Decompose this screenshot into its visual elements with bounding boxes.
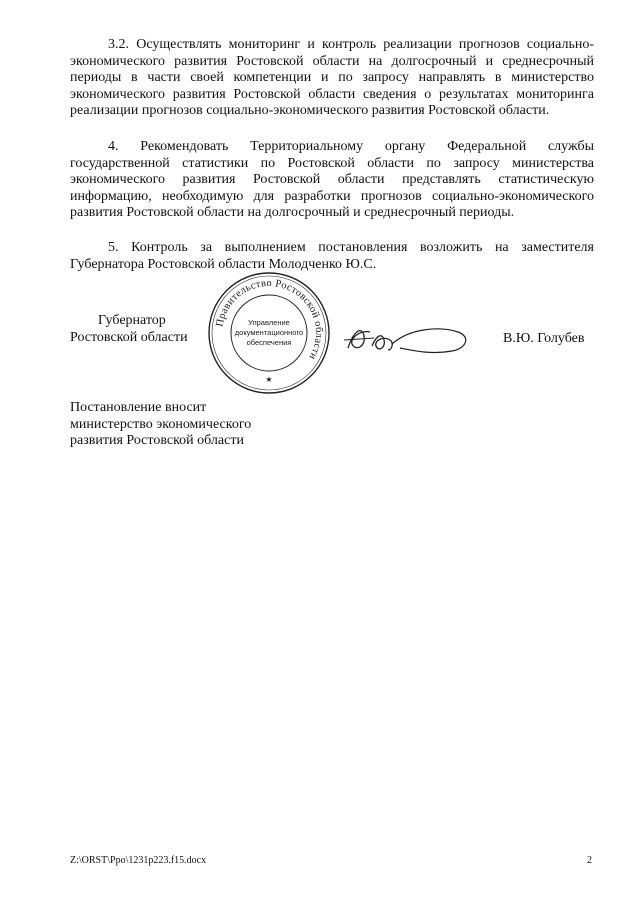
document-file-path: Z:\ORST\Ppo\1231p223.f15.docx [70,855,207,866]
paragraph-4: 4. Рекомендовать Территориальному органу Федеральной службы государственной статистики по Ростовской области по запросу министерства экономического развития Ростовской области представлять статистическую информацию, необходимую для разработки прогнозов социально-экономического развития Ростовской области на долгосрочный и среднесрочный периоды. [70,139,594,221]
page-number: 2 [587,855,592,866]
signatory-title-line2: Ростовской области [70,330,188,345]
submitter-note [70,400,330,450]
handwritten-signature [340,318,475,363]
paragraph-3-2: 3.2. Осуществлять мониторинг и контроль реализации прогнозов социально-экономического развития Ростовской области на долгосрочный и среднесрочный периоды в части своей компетенции и по запросу направлять в министерство экономического развития Ростовской области сведения о результатах мониторинга реализации прогнозов социально-экономического развития Ростовской области. [70,37,594,119]
submitter-note-line3: развития Ростовской области [70,433,244,448]
paragraph-5: 5. Контроль за выполнением постановления возложить на заместителя Губернатора Ростовской области Молодченко Ю.С. [70,240,594,272]
seal-center-line1: Управление [248,318,290,327]
signatory-title-line1: Губернатор [98,313,166,328]
submitter-note-line2: министерство экономического [70,416,252,432]
submitter-note-line1: Постановление вносит [70,400,207,415]
signatory-name: В.Ю. Голубев [503,331,585,346]
seal-ring-text: Правительство Ростовской области [214,277,325,362]
official-seal [206,270,332,396]
seal-center-line3: обеспечения [246,338,292,347]
seal-center-line2: документационного [234,328,304,337]
signatory-title [70,312,210,346]
seal-star-icon: ★ [265,375,273,384]
